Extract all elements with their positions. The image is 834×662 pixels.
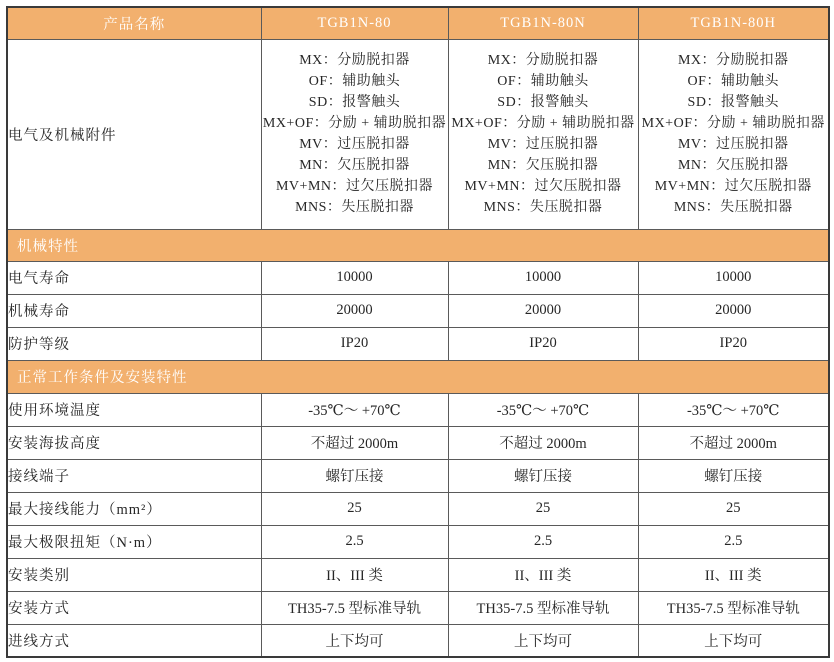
cell-value: -35℃～ +70℃ xyxy=(448,393,638,426)
cell-value: II、III 类 xyxy=(261,558,448,591)
section-header-row xyxy=(7,229,829,261)
row-label: 电气及机械附件 xyxy=(7,39,261,229)
cell-value: 20000 xyxy=(448,294,638,327)
cell-value: 10000 xyxy=(638,261,829,294)
row-label: 进线方式 xyxy=(7,624,261,657)
section-title: 机械特性 xyxy=(7,229,829,261)
row-label: 防护等级 xyxy=(7,327,261,360)
accessory-item: MNS：失压脱扣器 xyxy=(483,200,603,215)
cell-value: 上下均可 xyxy=(261,624,448,657)
cell-value: IP20 xyxy=(261,327,448,360)
cell-value: 25 xyxy=(448,492,638,525)
header-row xyxy=(7,7,829,39)
cell-value: 上下均可 xyxy=(638,624,829,657)
product-column-header: TGB1N-80 xyxy=(261,7,448,39)
accessory-item: MN：欠压脱扣器 xyxy=(299,158,410,173)
cell-value: II、III 类 xyxy=(638,558,829,591)
table-row xyxy=(7,525,829,558)
accessories-list xyxy=(261,39,448,229)
cell-value: 不超过 2000m xyxy=(638,426,829,459)
cell-value: 10000 xyxy=(448,261,638,294)
accessories-row xyxy=(7,39,829,229)
table-row xyxy=(7,591,829,624)
cell-value: 不超过 2000m xyxy=(448,426,638,459)
table-row xyxy=(7,294,829,327)
accessory-item: MV+MN：过欠压脱扣器 xyxy=(464,179,622,194)
cell-value: TH35-7.5 型标准导轨 xyxy=(261,591,448,624)
row-label: 机械寿命 xyxy=(7,294,261,327)
cell-value: -35℃～ +70℃ xyxy=(638,393,829,426)
cell-value: 2.5 xyxy=(261,525,448,558)
accessory-item: MX+OF：分励 + 辅助脱扣器 xyxy=(451,116,635,131)
accessory-item: MV：过压脱扣器 xyxy=(677,137,789,152)
cell-value: 上下均可 xyxy=(448,624,638,657)
product-column-header: TGB1N-80N xyxy=(448,7,638,39)
accessory-item: MV：过压脱扣器 xyxy=(487,137,599,152)
accessory-item: OF：辅助触头 xyxy=(308,74,401,89)
accessory-item: MN：欠压脱扣器 xyxy=(677,158,789,173)
cell-value: 10000 xyxy=(261,261,448,294)
accessory-item: SD：报警触头 xyxy=(308,95,401,110)
cell-value: TH35-7.5 型标准导轨 xyxy=(638,591,829,624)
accessory-item: OF：辅助触头 xyxy=(687,74,779,89)
table-row xyxy=(7,558,829,591)
accessory-item: MX+OF：分励 + 辅助脱扣器 xyxy=(262,116,447,131)
accessory-item: MX+OF：分励 + 辅助脱扣器 xyxy=(641,116,825,131)
row-label: 安装类别 xyxy=(7,558,261,591)
accessory-item: SD：报警触头 xyxy=(497,95,589,110)
accessory-item: MNS：失压脱扣器 xyxy=(295,200,414,215)
table-row xyxy=(7,261,829,294)
cell-value: 不超过 2000m xyxy=(261,426,448,459)
row-label: 使用环境温度 xyxy=(7,393,261,426)
row-label: 安装方式 xyxy=(7,591,261,624)
table-row xyxy=(7,624,829,657)
table-row xyxy=(7,492,829,525)
cell-value: 螺钉压接 xyxy=(638,459,829,492)
row-label: 最大极限扭矩（N·m） xyxy=(7,525,261,558)
cell-value: IP20 xyxy=(638,327,829,360)
table-row xyxy=(7,426,829,459)
cell-value: IP20 xyxy=(448,327,638,360)
cell-value: 螺钉压接 xyxy=(261,459,448,492)
table-row xyxy=(7,393,829,426)
row-label: 安装海拔高度 xyxy=(7,426,261,459)
accessories-list xyxy=(448,39,638,229)
accessory-item: MV+MN：过欠压脱扣器 xyxy=(275,179,433,194)
accessory-item: MX：分励脱扣器 xyxy=(299,53,410,68)
cell-value: TH35-7.5 型标准导轨 xyxy=(448,591,638,624)
row-label: 接线端子 xyxy=(7,459,261,492)
cell-value: 25 xyxy=(638,492,829,525)
accessory-item: MV+MN：过欠压脱扣器 xyxy=(654,179,812,194)
cell-value: 2.5 xyxy=(448,525,638,558)
table-row xyxy=(7,459,829,492)
cell-value: 20000 xyxy=(638,294,829,327)
section-header-row xyxy=(7,360,829,393)
accessory-item: MX：分励脱扣器 xyxy=(677,53,789,68)
accessory-item: MN：欠压脱扣器 xyxy=(487,158,599,173)
section-title: 正常工作条件及安装特性 xyxy=(7,360,829,393)
cell-value: 2.5 xyxy=(638,525,829,558)
product-spec-table xyxy=(6,6,830,658)
accessories-list xyxy=(638,39,829,229)
accessory-item: MV：过压脱扣器 xyxy=(299,137,410,152)
cell-value: II、III 类 xyxy=(448,558,638,591)
row-label: 最大接线能力（mm²） xyxy=(7,492,261,525)
product-column-header: TGB1N-80H xyxy=(638,7,829,39)
row-label: 电气寿命 xyxy=(7,261,261,294)
accessory-item: MNS：失压脱扣器 xyxy=(673,200,793,215)
accessory-item: MX：分励脱扣器 xyxy=(487,53,599,68)
product-name-header: 产品名称 xyxy=(7,7,261,39)
cell-value: -35℃～ +70℃ xyxy=(261,393,448,426)
cell-value: 螺钉压接 xyxy=(448,459,638,492)
cell-value: 20000 xyxy=(261,294,448,327)
table-row xyxy=(7,327,829,360)
accessory-item: SD：报警触头 xyxy=(687,95,779,110)
cell-value: 25 xyxy=(261,492,448,525)
accessory-item: OF：辅助触头 xyxy=(497,74,589,89)
